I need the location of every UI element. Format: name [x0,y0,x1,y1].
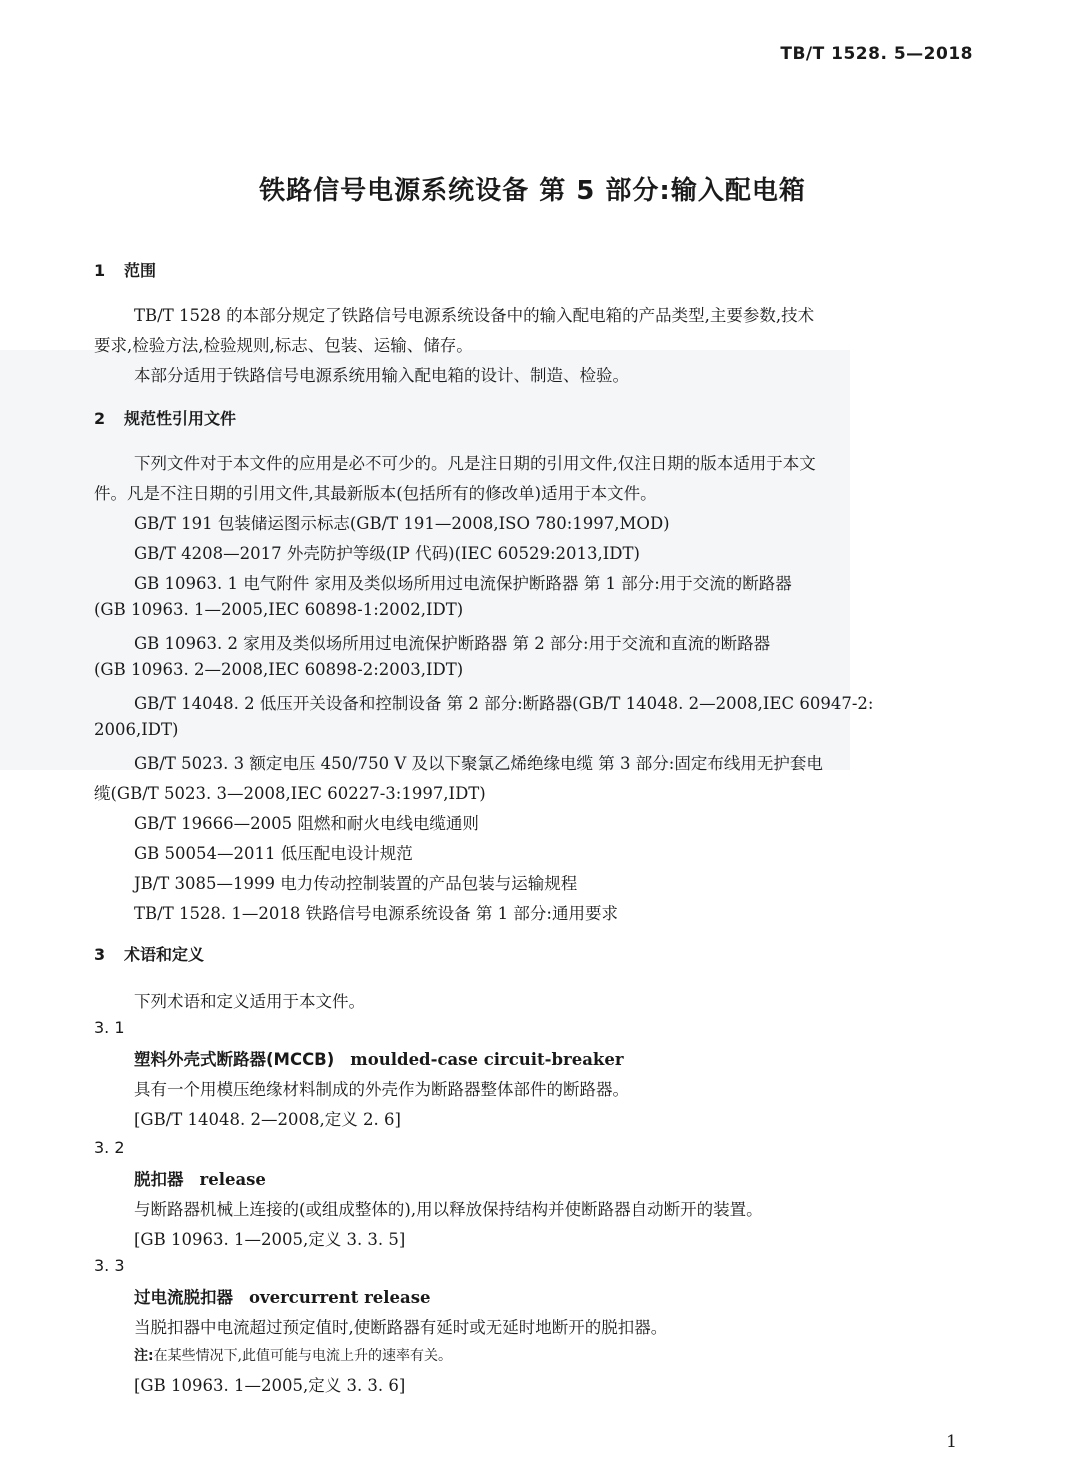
reference-item-continuation: (GB 10963. 2—2008,IEC 60898-2:2003,IDT) [94,660,464,679]
reference-item: GB/T 14048. 2 低压开关设备和控制设备 第 2 部分:断路器(GB/T 14048. 2—2008,IEC 60947-2: [134,694,874,713]
reference-item: GB/T 191 包装储运图示标志(GB/T 191—2008,ISO 780:1997,MOD) [134,514,670,533]
section-title: 规范性引用文件 [124,409,237,428]
reference-item: GB/T 5023. 3 额定电压 450/750 V 及以下聚氯乙烯绝缘电缆 第 3 部分:固定布线用无护套电 [134,754,823,773]
reference-item-continuation: 2006,IDT) [94,720,179,739]
term-chinese: 塑料外壳式断路器(MCCB) [134,1050,335,1069]
section-title: 范围 [124,261,157,280]
term-definition: 与断路器机械上连接的(或组成整体的),用以释放保持结构并使断路器自动断开的装置。 [134,1200,763,1219]
clause-number: 3. 2 [94,1138,125,1157]
reference-item: JB/T 3085—1999 电力传动控制装置的产品包装与运输规程 [134,874,578,893]
scope-paragraph-line2: 要求,检验方法,检验规则,标志、包装、运输、储存。 [94,336,473,355]
term-english: release [199,1170,266,1189]
reference-item: GB 10963. 2 家用及类似场所用过电流保护断路器 第 2 部分:用于交流和直流的断路器 [134,634,771,653]
page-number: 1 [946,1432,957,1452]
term-english: overcurrent release [249,1288,431,1307]
note-label: 注: [134,1348,154,1364]
reference-item: TB/T 1528. 1—2018 铁路信号电源系统设备 第 1 部分:通用要求 [134,904,618,923]
reference-item-continuation: 缆(GB/T 5023. 3—2008,IEC 60227-3:1997,IDT) [94,784,486,803]
clause-number: 3. 1 [94,1018,125,1037]
references-intro-line2: 件。凡是不注日期的引用文件,其最新版本(包括所有的修改单)适用于本文件。 [94,484,657,503]
term-source: [GB 10963. 1—2005,定义 3. 3. 6] [134,1376,406,1395]
reference-item: GB/T 19666—2005 阻燃和耐火电线电缆通则 [134,814,479,833]
clause-number: 3. 3 [94,1256,125,1275]
term-chinese: 脱扣器 [134,1170,184,1189]
term-definition: 当脱扣器中电流超过预定值时,使断路器有延时或无延时地断开的脱扣器。 [134,1318,668,1337]
section-number: 1 [94,261,106,280]
term-source: [GB 10963. 1—2005,定义 3. 3. 5] [134,1230,406,1249]
reference-item: GB 50054—2011 低压配电设计规范 [134,844,413,863]
section-number: 2 [94,409,106,428]
term-heading [134,1166,266,1190]
section-3-heading [94,942,204,965]
scope-applicability: 本部分适用于铁路信号电源系统用输入配电箱的设计、制造、检验。 [134,366,629,385]
reference-item: GB 10963. 1 电气附件 家用及类似场所用过电流保护断路器 第 1 部分:用于交流的断路器 [134,574,792,593]
term-heading [134,1284,431,1308]
term-english: moulded-case circuit-breaker [350,1050,624,1069]
term-definition: 具有一个用模压绝缘材料制成的外壳作为断路器整体部件的断路器。 [134,1080,629,1099]
note-text: 在某些情况下,此值可能与电流上升的速率有关。 [153,1348,453,1364]
document-title: 铁路信号电源系统设备 第 5 部分:输入配电箱 [259,176,806,206]
section-1-heading [94,258,156,281]
section-2-heading [94,406,236,429]
terms-intro: 下列术语和定义适用于本文件。 [134,992,365,1011]
term-chinese: 过电流脱扣器 [134,1288,233,1307]
term-heading [134,1046,624,1070]
reference-item: GB/T 4208—2017 外壳防护等级(IP 代码)(IEC 60529:2013,IDT) [134,544,640,563]
scope-paragraph-line1: TB/T 1528 的本部分规定了铁路信号电源系统设备中的输入配电箱的产品类型,主要参数,技术 [134,306,815,325]
references-intro-line1: 下列文件对于本文件的应用是必不可少的。凡是注日期的引用文件,仅注日期的版本适用于本文 [134,454,816,473]
term-source: [GB/T 14048. 2—2008,定义 2. 6] [134,1110,401,1129]
reference-item-continuation: (GB 10963. 1—2005,IEC 60898-1:2002,IDT) [94,600,464,619]
standard-code: TB/T 1528. 5—2018 [780,44,973,64]
section-number: 3 [94,945,106,964]
term-note [134,1345,452,1365]
section-title: 术语和定义 [124,945,205,964]
